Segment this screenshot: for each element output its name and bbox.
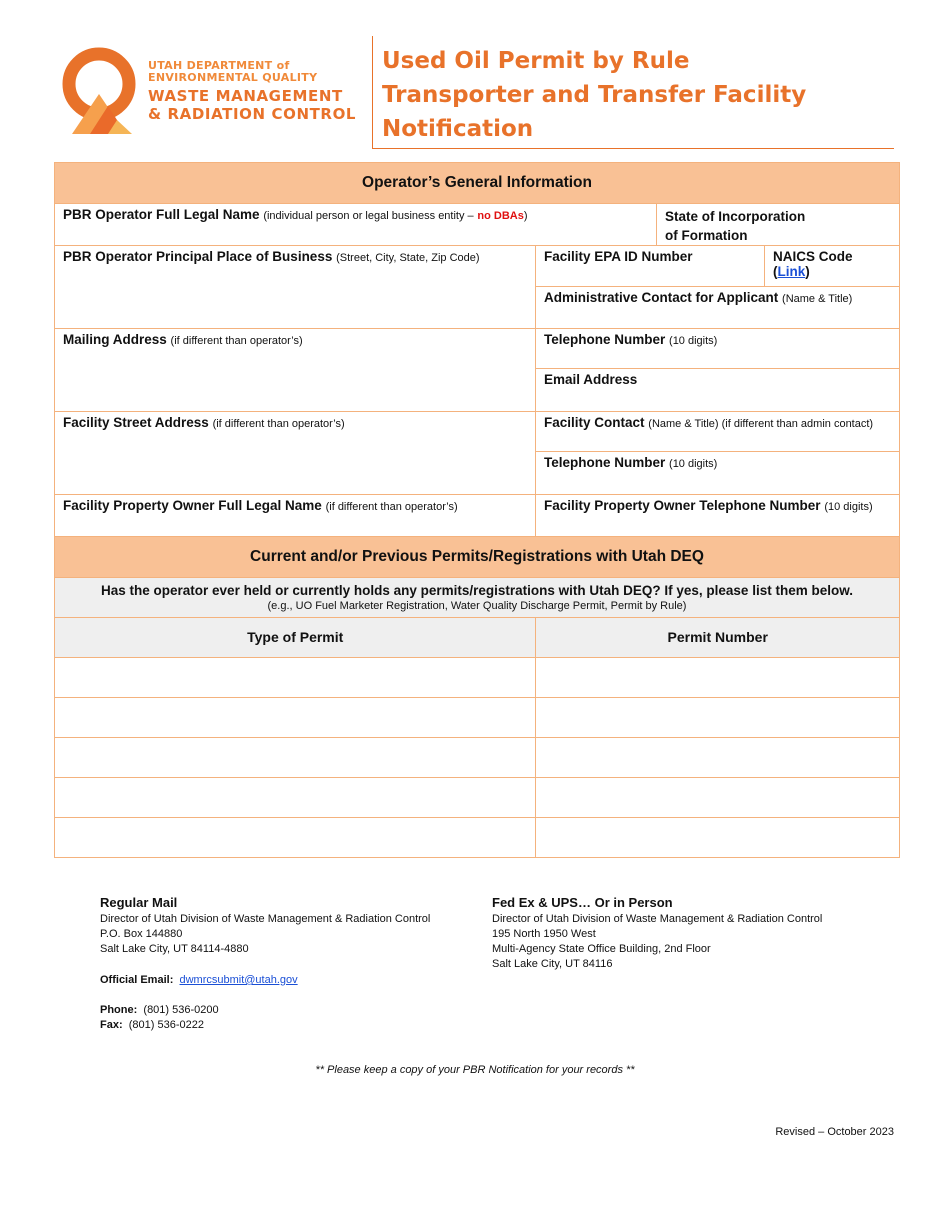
epa-naics-row: [536, 246, 899, 287]
fedex-heading: Fed Ex & UPS… Or in Person: [492, 895, 673, 910]
permit-number-cell[interactable]: [536, 658, 899, 697]
owner-telephone-field[interactable]: [536, 495, 899, 536]
mailing-right-column: [536, 329, 899, 411]
table-row: [55, 778, 899, 818]
owner-telephone-label: Facility Property Owner Telephone Number: [544, 498, 821, 513]
epa-id-field[interactable]: [536, 246, 765, 286]
fedex-line-4: Salt Lake City, UT 84116: [492, 958, 613, 970]
table-row: [55, 698, 899, 738]
permit-number-cell[interactable]: [536, 778, 899, 817]
official-email-line: [100, 973, 430, 988]
pbr-form: [54, 162, 900, 858]
official-email-link[interactable]: dwmrcsubmit@utah.gov: [179, 974, 298, 986]
column-header-type: Type of Permit: [55, 618, 536, 657]
table-row: [55, 738, 899, 778]
phone-line: [100, 1003, 430, 1018]
owner-telephone-note: (10 digits): [824, 501, 873, 513]
title-line-2: Transporter and Transfer Facility: [382, 82, 807, 108]
property-owner-label: Facility Property Owner Full Legal Name: [63, 498, 322, 513]
principal-note: (Street, City, State, Zip Code): [336, 252, 480, 264]
table-row: [55, 818, 899, 857]
property-owner-note: (if different than operator’s): [325, 501, 458, 513]
fedex-block: [492, 894, 822, 972]
title-line-3: Notification: [382, 116, 534, 142]
regular-mail-block: [100, 894, 430, 1033]
telephone-label: Telephone Number: [544, 332, 666, 347]
email-label: Email Address: [544, 372, 638, 387]
form-row-legal-name: [55, 204, 899, 246]
legal-name-note-end: ): [523, 210, 528, 222]
permits-question: [55, 578, 899, 618]
facility-telephone-note: (10 digits): [669, 458, 718, 470]
section-heading-general: Operator’s General Information: [55, 163, 899, 204]
facility-street-note: (if different than operator’s): [212, 418, 345, 430]
permit-type-cell[interactable]: [55, 778, 536, 817]
logo-line-4: & RADIATION CONTROL: [148, 105, 357, 123]
permits-examples-text: (e.g., UO Fuel Marketer Registration, Water Quality Discharge Permit, Permit by Rule): [267, 600, 687, 612]
logo-wordmark: [148, 60, 356, 123]
legal-name-field[interactable]: [55, 204, 657, 245]
official-email-label: Official Email:: [100, 974, 174, 986]
form-row-mailing: [55, 329, 899, 412]
phone-value: (801) 536-0200: [143, 1004, 219, 1016]
state-inc-label-2: of Formation: [665, 228, 748, 243]
telephone-note: (10 digits): [669, 335, 718, 347]
phone-label: Phone:: [100, 1004, 138, 1016]
mailing-note: (if different than operator’s): [170, 335, 303, 347]
logo-line-3: WASTE MANAGEMENT: [148, 87, 343, 105]
form-row-facility-street: [55, 412, 899, 495]
logo-line-2: ENVIRONMENTAL QUALITY: [148, 71, 318, 84]
facility-street-label: Facility Street Address: [63, 415, 209, 430]
title-line-1: Used Oil Permit by Rule: [382, 48, 690, 74]
permit-type-cell[interactable]: [55, 698, 536, 737]
permit-type-cell[interactable]: [55, 738, 536, 777]
permits-question-text: Has the operator ever held or currently holds any permits/registrations with Utah DEQ? If yes, please list them below.: [101, 583, 853, 598]
principal-place-field[interactable]: [55, 246, 536, 328]
naics-field[interactable]: [765, 246, 899, 286]
no-dbas-note: no DBAs: [477, 210, 524, 222]
form-row-principal: [55, 246, 899, 329]
mailing-label: Mailing Address: [63, 332, 167, 347]
form-row-owner: [55, 495, 899, 537]
facility-street-field[interactable]: [55, 412, 536, 494]
fedex-line-2: 195 North 1950 West: [492, 928, 596, 940]
state-inc-label-1: State of Incorporation: [665, 209, 806, 224]
regular-mail-line-2: P.O. Box 144880: [100, 928, 183, 940]
regular-mail-heading: Regular Mail: [100, 895, 178, 910]
fax-line: [100, 1018, 430, 1033]
permit-number-cell[interactable]: [536, 698, 899, 737]
facility-contact-field[interactable]: [536, 412, 899, 452]
header-divider-horizontal: [372, 148, 894, 149]
fax-label: Fax:: [100, 1019, 123, 1031]
property-owner-field[interactable]: [55, 495, 536, 536]
telephone-field[interactable]: [536, 329, 899, 369]
principal-label: PBR Operator Principal Place of Business: [63, 249, 333, 264]
mailing-address-field[interactable]: [55, 329, 536, 411]
header-divider-vertical: [372, 36, 373, 148]
fedex-line-3: Multi-Agency State Office Building, 2nd Floor: [492, 943, 711, 955]
admin-contact-label: Administrative Contact for Applicant: [544, 290, 779, 305]
epa-id-label: Facility EPA ID Number: [544, 249, 693, 264]
naics-link[interactable]: Link: [777, 264, 806, 279]
permits-table-header: [55, 618, 899, 658]
permit-type-cell[interactable]: [55, 658, 536, 697]
facility-contact-label: Facility Contact: [544, 415, 645, 430]
facility-telephone-field[interactable]: [536, 452, 899, 494]
legal-name-label: PBR Operator Full Legal Name: [63, 207, 260, 222]
regular-mail-line-1: Director of Utah Division of Waste Management & Radiation Control: [100, 913, 431, 925]
naics-label: NAICS Code (: [773, 249, 853, 279]
permits-table-body: [55, 658, 899, 857]
facility-contact-note: (Name & Title) (if different than admin contact): [648, 418, 874, 430]
naics-label-end: ): [805, 264, 810, 279]
column-header-number: Permit Number: [667, 629, 768, 645]
facility-telephone-label: Telephone Number: [544, 455, 666, 470]
regular-mail-line-3: Salt Lake City, UT 84114-4880: [100, 943, 249, 955]
section-heading-permits: Current and/or Previous Permits/Registrations with Utah DEQ: [55, 537, 899, 578]
page-title: [382, 44, 806, 146]
legal-name-note: (individual person or legal business entity –: [263, 210, 474, 222]
email-address-field[interactable]: [536, 369, 899, 411]
logo-line-1: UTAH DEPARTMENT of: [148, 59, 290, 72]
state-incorporation-field[interactable]: [657, 204, 899, 245]
fedex-line-1: Director of Utah Division of Waste Management & Radiation Control: [492, 913, 823, 925]
admin-contact-field[interactable]: [536, 287, 899, 328]
facility-right-column: [536, 412, 899, 494]
principal-right-column: [536, 246, 899, 328]
fax-value: (801) 536-0222: [128, 1019, 204, 1031]
permit-number-cell[interactable]: [536, 818, 899, 857]
records-note: ** Please keep a copy of your PBR Notification for your records **: [315, 1064, 635, 1076]
table-row: [55, 658, 899, 698]
permit-type-cell[interactable]: [55, 818, 536, 857]
revised-date: Revised – October 2023: [775, 1126, 894, 1138]
admin-contact-note: (Name & Title): [782, 293, 853, 305]
permit-number-cell[interactable]: [536, 738, 899, 777]
